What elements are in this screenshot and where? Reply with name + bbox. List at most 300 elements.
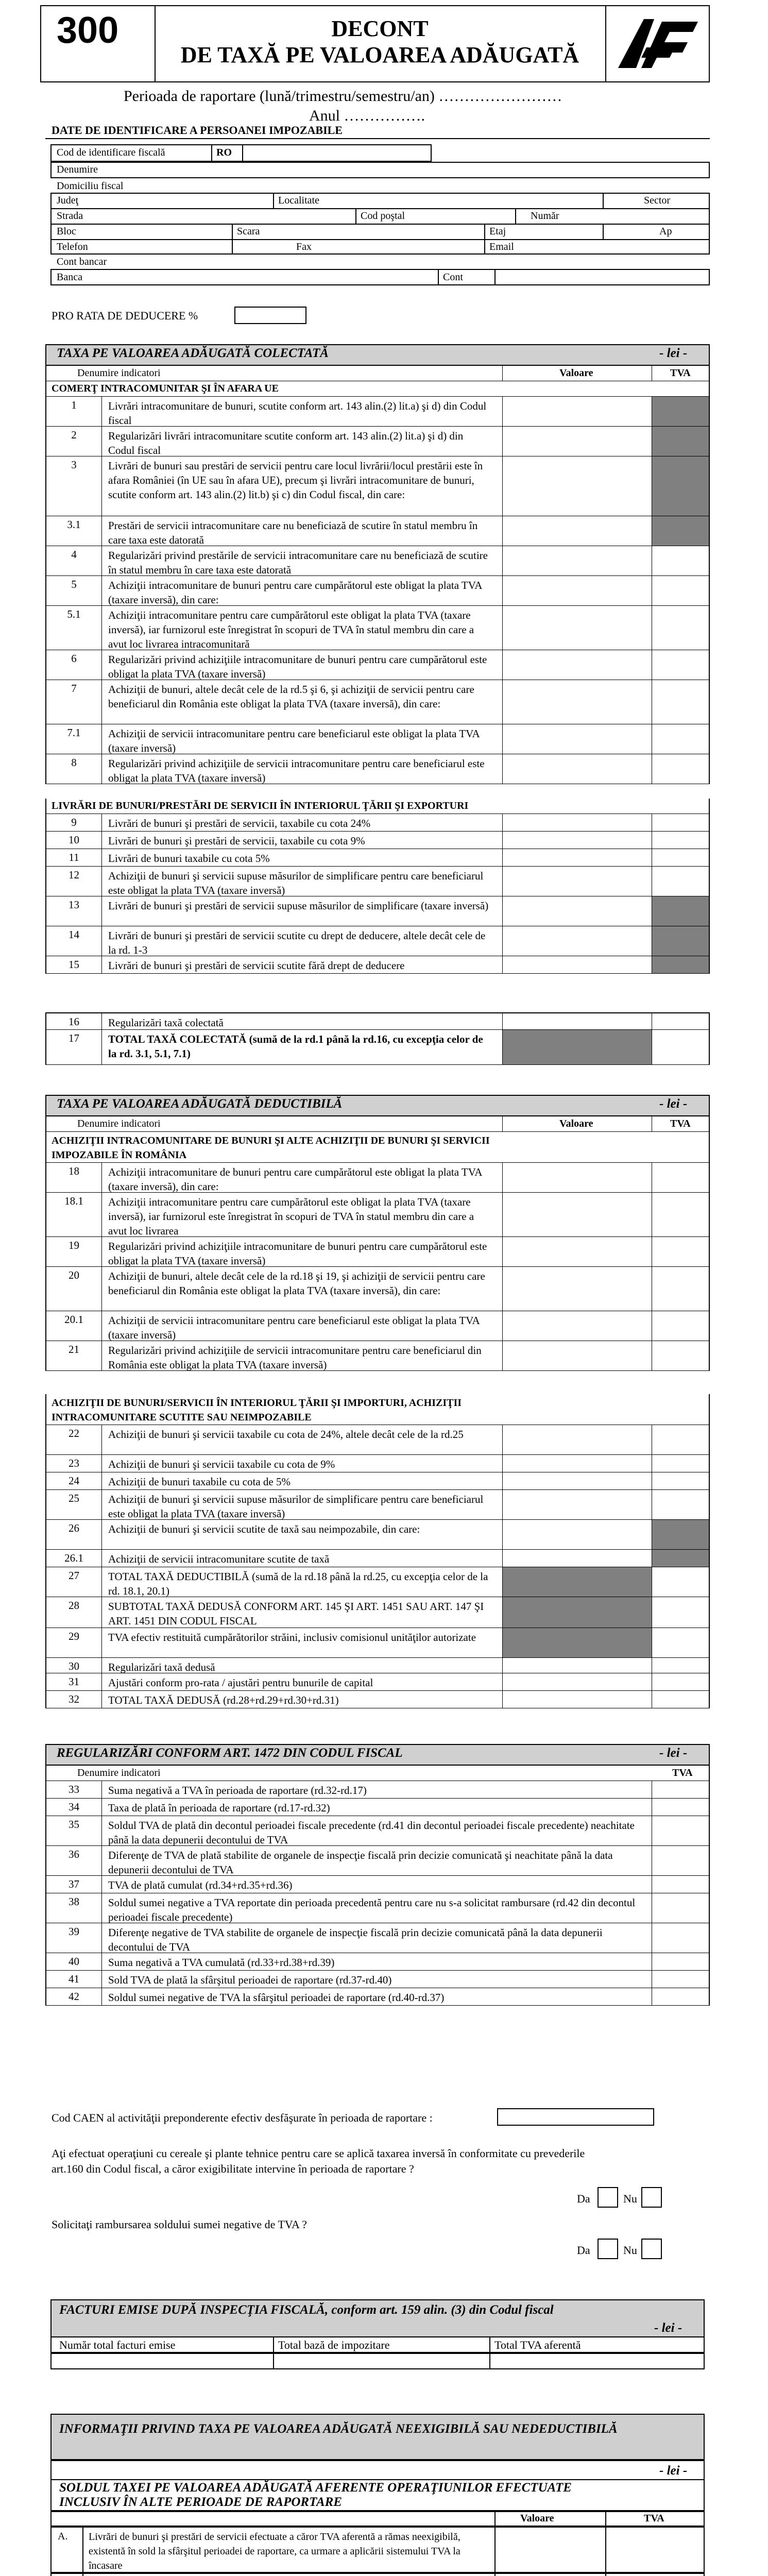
- row-text: Achiziţii intracomunitare pentru care cumpărătorul este obligat la plata TVA (taxare inversă), iar furnizorul este înregistrat în scopuri de TVA în statul membru din care a avut loc livrarea: [108, 1196, 474, 1237]
- row-number: 32: [46, 1691, 102, 1708]
- street-label: Strada: [57, 210, 83, 222]
- rambursare-no-checkbox[interactable]: [641, 2239, 662, 2259]
- row-value-field[interactable]: [502, 956, 652, 973]
- row-text: Achiziţii de servicii intracomunitare pentru care beneficiarul este obligat la plata TVA (taxare inversă): [108, 727, 480, 754]
- row-text: Achiziţii de bunuri şi servicii supuse măsurilor de simplificare pentru care beneficiarul este obligat la plata TVA (taxare inversă): [108, 1493, 484, 1520]
- row-tva-field: [652, 896, 709, 926]
- row-number: 27: [46, 1567, 102, 1597]
- row-number: 15: [46, 956, 102, 973]
- row-value-field[interactable]: [502, 849, 652, 866]
- row-value-field[interactable]: [502, 867, 652, 896]
- row-value-field[interactable]: [502, 680, 652, 724]
- row-tva-field[interactable]: [652, 606, 709, 650]
- row-value-field[interactable]: [502, 1472, 652, 1489]
- row-number: 5: [46, 576, 102, 605]
- row-tva-field[interactable]: [652, 1455, 709, 1472]
- row-text: Achiziţii de bunuri taxabile cu cota de 5%: [108, 1476, 291, 1488]
- col-tva: TVA: [670, 367, 691, 379]
- form-number: 300: [57, 10, 119, 51]
- row-number: 37: [46, 1876, 102, 1893]
- info-subtitle: SOLDUL TAXEI PE VALOAREA ADĂUGATĂ AFERENTE OPERAŢIUNILOR EFECTUATE INCLUSIV ÎN ALTE PERIOADE DE RAPORTARE: [59, 2481, 572, 2509]
- table-row: [45, 956, 710, 974]
- anaf-logo: [613, 11, 703, 78]
- row-tva-field[interactable]: [652, 1658, 709, 1673]
- row-tva-field[interactable]: [652, 1193, 709, 1236]
- row-number: 18: [46, 1163, 102, 1192]
- locality-label: Localitate: [278, 195, 319, 206]
- row-text: Achiziţii de bunuri şi servicii supuse măsurilor de simplificare pentru care beneficiarul este obligat la plata TVA (taxare inversă): [108, 870, 484, 896]
- row-number: 36: [46, 1846, 102, 1875]
- info-col-value: Valoare: [520, 2513, 554, 2524]
- row-text: TOTAL TAXĂ COLECTATĂ (sumă de la rd.1 până la rd.16, cu excepţia celor de la rd. 3.1, 5.1, 7.1): [108, 1033, 483, 1060]
- row-tva-field[interactable]: [652, 1781, 709, 1798]
- row-tva-field[interactable]: [652, 1013, 709, 1029]
- apartment-label: Ap: [659, 226, 672, 237]
- table-row: [45, 1490, 710, 1520]
- row-tva-field[interactable]: [652, 1953, 709, 1970]
- row-text: Achiziţii de bunuri şi servicii scutite de taxă sau neimpozabile, din care:: [108, 1523, 420, 1535]
- table-row: [45, 427, 710, 456]
- collected-title: TAXA PE VALOAREA ADĂUGATĂ COLECTATĂ: [57, 346, 329, 360]
- block-label: Bloc: [57, 226, 76, 237]
- row-number: 21: [46, 1341, 102, 1370]
- table-row: [45, 1923, 710, 1953]
- row-number: 33: [46, 1781, 102, 1798]
- row-tva-field: [652, 397, 709, 426]
- table-row: [45, 1597, 710, 1628]
- row-tva-field[interactable]: [652, 1876, 709, 1893]
- row-value-field: [502, 1628, 652, 1657]
- row-text: Achiziţii intracomunitare de bunuri pentru care cumpărătorul este obligat la plata TVA (taxare inversă), din care:: [108, 1166, 482, 1193]
- col-indicators: Denumire indicatori: [77, 1118, 161, 1129]
- row-number: 3: [46, 456, 102, 516]
- table-row: [50, 2527, 705, 2573]
- row-text: Achiziţii de bunuri, altele decât cele de la rd.18 şi 19, şi achiziţii de servicii pentru care beneficiarul din România este obligat la plata TVA (taxare inversă), din care:: [108, 1270, 485, 1297]
- table-row: [45, 1267, 710, 1311]
- row-text: Prestări de servicii intracomunitare care nu beneficiază de scutire în statul membru în care taxa este datorată: [108, 519, 478, 546]
- row-text: Diferenţe negative de TVA stabilite de organele de inspecţie fiscală prin decizie comunicată până la data depunerii decontului de TVA: [108, 1926, 603, 1953]
- row-tva-field[interactable]: [652, 1988, 709, 2005]
- row-tva-field: [652, 1550, 709, 1567]
- table-row: [45, 1781, 710, 1799]
- row-text: Livrări intracomunitare de bunuri, scutite conform art. 143 alin.(2) lit.a) şi d) din Codul fiscal: [108, 400, 487, 427]
- row-number: 5.1: [46, 606, 102, 650]
- row-value-field[interactable]: [496, 2574, 605, 2576]
- row-value-field[interactable]: [496, 2528, 605, 2572]
- row-value-field[interactable]: [502, 926, 652, 956]
- row-number: 11: [46, 849, 102, 866]
- row-tva-field[interactable]: [652, 1846, 709, 1875]
- name-field[interactable]: [50, 162, 710, 178]
- row-number: 28: [46, 1597, 102, 1628]
- regularizari-currency: - lei -: [659, 1746, 688, 1760]
- email-label: Email: [489, 241, 514, 252]
- rambursare-yes-checkbox[interactable]: [598, 2239, 618, 2259]
- caen-question: Cod CAEN al activităţii preponderente efectiv desfăşurate în perioada de raportare :: [52, 2111, 433, 2124]
- table-row: [45, 926, 710, 956]
- row-number: 29: [46, 1628, 102, 1657]
- row-value-field[interactable]: [502, 1673, 652, 1690]
- row-text: Regularizări taxă colectată: [108, 1016, 224, 1029]
- row-tva-field[interactable]: [652, 724, 709, 754]
- row-value-field[interactable]: [502, 1658, 652, 1673]
- deductible-currency: - lei -: [659, 1097, 688, 1111]
- row-text: Taxa de plată în perioada de raportare (rd.17-rd.32): [108, 1802, 330, 1814]
- row-text: TVA de plată cumulat (rd.34+rd.35+rd.36): [108, 1879, 293, 1891]
- invoices-col-base: Total bază de impozitare: [278, 2338, 390, 2351]
- row-value-field[interactable]: [502, 576, 652, 605]
- row-value-field[interactable]: [502, 724, 652, 754]
- row-text: Sold TVA de plată la sfârşitul perioadei de raportare (rd.37-rd.40): [108, 1974, 392, 1986]
- row-tva-field[interactable]: [652, 754, 709, 784]
- table-row: [45, 1425, 710, 1455]
- row-tva-field[interactable]: [652, 650, 709, 680]
- row-value-field[interactable]: [502, 1691, 652, 1708]
- table-row: [45, 1628, 710, 1658]
- row-tva-field[interactable]: [652, 1567, 709, 1597]
- collected-currency: - lei -: [659, 346, 688, 360]
- table-row: [45, 1673, 710, 1691]
- table-row: [45, 1030, 710, 1065]
- table-row: [45, 606, 710, 650]
- table-row: [45, 516, 710, 546]
- row-value-field[interactable]: [502, 1490, 652, 1519]
- deductible-title: TAXA PE VALOAREA ADĂUGATĂ DEDUCTIBILĂ: [57, 1097, 343, 1111]
- row-text: Soldul sumei negative a TVA reportate din perioada precedentă pentru care nu s-a solicitat rambursare (rd.42 din decontul perioadei fiscale precedente): [108, 1896, 636, 1923]
- row-tva-field[interactable]: [652, 1490, 709, 1519]
- row-text: Suma negativă a TVA cumulată (rd.33+rd.38+rd.39): [108, 1956, 335, 1969]
- table-row: [45, 1341, 710, 1371]
- invoices-currency: - lei -: [654, 2321, 682, 2335]
- row-text: Livrări de bunuri şi prestări de servicii efectuate a căror TVA aferentă a rămas neexigibilă, existentă în sold la sfârşitul perioadei de raportare, ca urmare a aplicării sistemului TVA la încasare: [89, 2531, 460, 2571]
- row-text: Ajustări conform pro-rata / ajustări pentru bunurile de capital: [108, 1676, 373, 1689]
- collected-subhead-1: [45, 381, 710, 397]
- table-row: [45, 1163, 710, 1193]
- period-label: Perioada de raportare (lună/trimestru/semestru/an) ……………………: [124, 88, 562, 105]
- row-tva-field[interactable]: [652, 1237, 709, 1266]
- row-tva-field[interactable]: [652, 1163, 709, 1192]
- row-text: Diferenţe de TVA de plată stabilite de organele de inspecţie fiscală prin decizie comunicată şi neachitate până la data depunerii decontului de TVA: [108, 1849, 613, 1876]
- table-row: [45, 1691, 710, 1708]
- row-tva-field[interactable]: [652, 1816, 709, 1845]
- row-number: 26.1: [46, 1550, 102, 1567]
- table-row: [45, 1658, 710, 1673]
- row-number: 10: [46, 832, 102, 849]
- row-tva-field[interactable]: [652, 1472, 709, 1489]
- row-value-field[interactable]: [502, 1520, 652, 1549]
- row-value-field[interactable]: [502, 1550, 652, 1567]
- row-number: 12: [46, 867, 102, 896]
- row-value-field: [502, 1567, 652, 1597]
- cereale-no-label: Nu: [623, 2192, 637, 2205]
- row-tva-field[interactable]: [606, 2574, 704, 2576]
- row-number: 25: [46, 1490, 102, 1519]
- table-row: [45, 1550, 710, 1567]
- row-text: Achiziţii de bunuri şi servicii taxabile cu cota de 9%: [108, 1458, 335, 1470]
- row-value-field[interactable]: [502, 516, 652, 546]
- row-tva-field[interactable]: [652, 546, 709, 575]
- row-number: 40: [46, 1953, 102, 1970]
- form-title-line2: DE TAXĂ PE VALOAREA ADĂUGATĂ: [180, 42, 579, 67]
- name-label: Denumire: [57, 164, 98, 175]
- rambursare-question: Solicitaţi rambursarea soldului sumei negative de TVA ?: [52, 2218, 307, 2231]
- invoices-title: FACTURI EMISE DUPĂ INSPECŢIA FISCALĂ, conform art. 159 alin. (3) din Codul fiscal: [59, 2303, 554, 2317]
- row-number: 4: [46, 546, 102, 575]
- row-number: 7.1: [46, 724, 102, 754]
- row-value-field[interactable]: [502, 814, 652, 831]
- row-text: Livrări de bunuri şi prestări de servicii supuse măsurilor de simplificare (taxare inversă): [108, 900, 489, 912]
- caen-input[interactable]: [497, 2108, 654, 2126]
- row-value-field[interactable]: [502, 546, 652, 575]
- table-row: [45, 1971, 710, 1988]
- postal-code-label: Cod poştal: [361, 210, 405, 222]
- row-number: 20.1: [46, 1311, 102, 1341]
- table-row: [45, 1311, 710, 1341]
- row-tva-field[interactable]: [652, 1030, 709, 1064]
- row-value-field[interactable]: [502, 1193, 652, 1236]
- table-row: [45, 456, 710, 516]
- info-currency-row: [50, 2460, 705, 2481]
- table-row: [45, 1567, 710, 1597]
- row-number: 18.1: [46, 1193, 102, 1236]
- row-text: Livrări de bunuri şi prestări de servicii, taxabile cu cota 24%: [108, 817, 371, 829]
- row-text: Achiziţii intracomunitare pentru care cumpărătorul este obligat la plata TVA (taxare inversă), iar furnizorul este înregistrat în scopuri de TVA în statul membru din care a avut loc livrarea intracomunitară: [108, 609, 474, 650]
- row-text: Regularizări privind achiziţiile de servicii intracomunitare pentru care beneficiarul este obligat la plata TVA (taxare inversă): [108, 757, 485, 784]
- bank-row[interactable]: [50, 269, 710, 285]
- rambursare-yes-label: Da: [577, 2244, 590, 2257]
- row-value-field[interactable]: [502, 1237, 652, 1266]
- year-label: Anul …………….: [309, 107, 425, 124]
- row-number: 20: [46, 1267, 102, 1311]
- row-number: 8: [46, 754, 102, 784]
- table-row: [45, 1846, 710, 1876]
- row-text: Achiziţii de servicii intracomunitare pentru care beneficiarul este obligat la plata TVA (taxare inversă): [108, 1314, 480, 1341]
- row-number: 16: [46, 1013, 102, 1029]
- table-row: [45, 576, 710, 606]
- deductible-subhead-1: [45, 1132, 710, 1163]
- cereale-yes-checkbox[interactable]: [598, 2187, 618, 2208]
- collected-col-header: [45, 366, 710, 381]
- row-text: Regularizări privind prestările de servicii intracomunitare care nu beneficiază de scutire în statul membru în care taxa este datorată: [108, 549, 488, 576]
- table-row: [45, 1520, 710, 1550]
- table-row: [45, 849, 710, 867]
- row-number: 1: [46, 397, 102, 426]
- sector-label: Sector: [644, 195, 671, 206]
- row-text: Livrări de bunuri şi prestări de servicii scutite fără drept de deducere: [108, 959, 405, 972]
- row-text: SUBTOTAL TAXĂ DEDUSĂ CONFORM ART. 145 ŞI ART. 1451 SAU ART. 147 ŞI ART. 1451 DIN CODUL FISCAL: [108, 1600, 484, 1627]
- regularizari-col-header: [45, 1766, 710, 1781]
- row-tva-field: [652, 956, 709, 973]
- row-tva-field[interactable]: [652, 832, 709, 849]
- row-tva-field: [652, 926, 709, 956]
- table-row: [45, 1012, 710, 1030]
- row-text: TOTAL TAXĂ DEDUCTIBILĂ (sumă de la rd.18 până la rd.25, cu excepţia celor de la rd. 18.1, 20.1): [108, 1570, 488, 1597]
- col-indicators: Denumire indicatori: [77, 1767, 161, 1778]
- row-text: TVA efectiv restituită cumpărătorilor străini, inclusiv comisionul unităţilor autorizate: [108, 1631, 476, 1643]
- row-number: 31: [46, 1673, 102, 1690]
- taxpayer-section-title: DATE DE IDENTIFICARE A PERSOANEI IMPOZABILE: [52, 124, 343, 137]
- row-tva-field[interactable]: [652, 680, 709, 724]
- table-row: [50, 2573, 705, 2576]
- cereale-no-checkbox[interactable]: [641, 2187, 662, 2208]
- row-text: Livrări de bunuri taxabile cu cota 5%: [108, 852, 270, 865]
- row-tva-field[interactable]: [652, 576, 709, 605]
- phone-label: Telefon: [57, 241, 88, 252]
- table-row: [45, 1893, 710, 1923]
- row-tva-field: [652, 427, 709, 456]
- table-row: [45, 754, 710, 784]
- table-row: [45, 650, 710, 680]
- row-tva-field[interactable]: [652, 849, 709, 866]
- row-value-field[interactable]: [502, 650, 652, 680]
- table-row: [45, 546, 710, 576]
- row-tva-field[interactable]: [652, 1691, 709, 1708]
- row-value-field[interactable]: [502, 397, 652, 426]
- county-label: Judeţ: [57, 195, 79, 206]
- invoices-value-row[interactable]: [50, 2353, 705, 2369]
- row-tva-field: [652, 516, 709, 546]
- row-text: Achiziţii intracomunitare de bunuri pentru care cumpărătorul este obligat la plata TVA (taxare inversă), din care:: [108, 579, 482, 606]
- row-tva-field[interactable]: [652, 1971, 709, 1988]
- row-tva-field[interactable]: [652, 1923, 709, 1953]
- ro-label: RO: [216, 147, 232, 158]
- row-text: Achiziţii de bunuri şi servicii taxabile cu cota de 24%, altele decât cele de la rd.25: [108, 1428, 464, 1440]
- row-number: 24: [46, 1472, 102, 1489]
- row-value-field[interactable]: [502, 1267, 652, 1311]
- row-number: 41: [46, 1971, 102, 1988]
- row-tva-field[interactable]: [606, 2528, 704, 2572]
- row-value-field: [502, 1597, 652, 1628]
- row-text: Regularizări privind achiziţiile intracomunitare de bunuri pentru care cumpărătorul este obligat la plata TVA (taxare inversă): [108, 653, 487, 680]
- row-text: Regularizări livrări intracomunitare scutite conform art. 143 alin.(2) lit.a) şi d) din Codul fiscal: [108, 430, 464, 456]
- table-row: [45, 1988, 710, 2006]
- info-col-row: [50, 2511, 705, 2527]
- subhead-domestic: LIVRĂRI DE BUNURI/PRESTĂRI DE SERVICII ÎN INTERIORUL ŢĂRII ŞI EXPORTURI: [52, 800, 469, 811]
- table-row: [45, 896, 710, 926]
- row-text: Regularizări privind achiziţiile intracomunitare de bunuri pentru care cumpărătorul este obligat la plata TVA (taxare inversă): [108, 1240, 487, 1267]
- row-value-field[interactable]: [502, 1013, 652, 1029]
- row-value-field[interactable]: [502, 1425, 652, 1454]
- row-number: 9: [46, 814, 102, 831]
- table-row: [45, 397, 710, 427]
- row-tva-field[interactable]: [652, 1799, 709, 1816]
- row-number: 38: [46, 1893, 102, 1923]
- table-row: [45, 724, 710, 754]
- row-tva-field[interactable]: [652, 1267, 709, 1311]
- rambursare-no-label: Nu: [623, 2244, 637, 2257]
- row-number: 17: [46, 1030, 102, 1064]
- table-row: [45, 832, 710, 849]
- row-number: 2: [46, 427, 102, 456]
- row-number: 42: [46, 1988, 102, 2005]
- row-number: A.: [58, 2531, 68, 2542]
- table-row: [45, 814, 710, 832]
- account-label: Cont: [443, 272, 463, 283]
- row-number: 19: [46, 1237, 102, 1266]
- row-text: Livrări de bunuri sau prestări de servicii pentru care locul livrării/locul prestării este în afara României (în UE sau în afara UE), precum şi livrări intracomunitare de bunuri, scutite conform art. 143 alin.(2) lit.b) şi c) din Codul fiscal, din care:: [108, 460, 483, 501]
- invoices-col-count: Număr total facturi emise: [59, 2338, 176, 2351]
- row-number: 7: [46, 680, 102, 724]
- row-tva-field[interactable]: [652, 1893, 709, 1923]
- info-col-tva: TVA: [644, 2513, 664, 2524]
- row-text: Achiziţii de servicii intracomunitare scutite de taxă: [108, 1553, 330, 1565]
- table-row: [45, 1472, 710, 1490]
- table-row: [45, 1816, 710, 1846]
- row-value-field: [502, 1030, 652, 1064]
- row-value-field[interactable]: [502, 1455, 652, 1472]
- pro-rata-label: PRO RATA DE DEDUCERE %: [52, 309, 198, 322]
- row-tva-field[interactable]: [652, 814, 709, 831]
- table-row: [45, 1455, 710, 1472]
- row-value-field[interactable]: [502, 427, 652, 456]
- row-tva-field: [652, 456, 709, 516]
- row-value-field[interactable]: [502, 1163, 652, 1192]
- domicile-label: Domiciliu fiscal: [57, 180, 124, 192]
- row-value-field[interactable]: [502, 1311, 652, 1341]
- invoices-col-vat: Total TVA aferentă: [494, 2338, 581, 2351]
- row-value-field[interactable]: [502, 456, 652, 516]
- col-value: Valoare: [559, 367, 593, 379]
- row-text: Regularizări taxă dedusă: [108, 1661, 215, 1673]
- row-text: Livrări de bunuri şi prestări de servicii scutite cu drept de deducere, altele decât cele de la rd. 1-3: [108, 929, 486, 956]
- row-tva-field[interactable]: [652, 1425, 709, 1454]
- row-value-field[interactable]: [502, 896, 652, 926]
- table-row: [45, 1799, 710, 1816]
- subhead-intracom: ACHIZIŢII INTRACOMUNITARE DE BUNURI ŞI ALTE ACHIZIŢII DE BUNURI ŞI SERVICII IMPOZABILE ÎN ROMÂNIA: [52, 1135, 490, 1161]
- col-indicators: Denumire indicatori: [77, 367, 161, 379]
- row-tva-field[interactable]: [652, 1341, 709, 1370]
- row-number: 34: [46, 1799, 102, 1816]
- row-value-field[interactable]: [502, 832, 652, 849]
- table-row: [45, 1876, 710, 1893]
- row-tva-field[interactable]: [652, 1673, 709, 1690]
- form-title-line1: DECONT: [331, 16, 429, 41]
- row-number: 3.1: [46, 516, 102, 546]
- table-row: [45, 1237, 710, 1267]
- row-value-field[interactable]: [502, 754, 652, 784]
- bank-account-label: Cont bancar: [57, 256, 107, 267]
- row-text: Suma negativă a TVA în perioada de raportare (rd.32-rd.17): [108, 1784, 367, 1797]
- row-number: 23: [46, 1455, 102, 1472]
- pro-rata-field[interactable]: [234, 307, 306, 324]
- row-number: 6: [46, 650, 102, 680]
- row-tva-field[interactable]: [652, 1311, 709, 1341]
- col-tva: TVA: [672, 1767, 693, 1778]
- table-row: [45, 1193, 710, 1237]
- deductible-subhead-2: [45, 1394, 710, 1425]
- fax-label: Fax: [296, 241, 312, 252]
- row-number: 39: [46, 1923, 102, 1953]
- row-value-field[interactable]: [502, 606, 652, 650]
- row-tva-field: [652, 1520, 709, 1549]
- row-tva-field[interactable]: [652, 867, 709, 896]
- cereale-yes-label: Da: [577, 2192, 590, 2205]
- row-tva-field[interactable]: [652, 1628, 709, 1657]
- row-number: 14: [46, 926, 102, 956]
- cif-label: Cod de identificare fiscală: [57, 147, 165, 158]
- subhead-intracom: COMERŢ INTRACOMUNITAR ŞI ÎN AFARA UE: [52, 383, 279, 394]
- row-number: 13: [46, 896, 102, 926]
- info-section-header: [50, 2414, 705, 2460]
- row-text: Achiziţii de bunuri, altele decât cele de la rd.5 şi 6, şi achiziţii de servicii pentru care beneficiarul din România este obligat la plata TVA (taxare inversă), din care:: [108, 683, 474, 710]
- subhead-domestic: ACHIZIŢII DE BUNURI/SERVICII ÎN INTERIORUL ŢĂRII ŞI IMPORTURI, ACHIZIŢII INTRACOMUNITARE SCUTITE SAU NEIMPOZABILE: [52, 1397, 462, 1423]
- row-number: 35: [46, 1816, 102, 1845]
- row-tva-field[interactable]: [652, 1597, 709, 1628]
- row-value-field[interactable]: [502, 1341, 652, 1370]
- deductible-col-header: [45, 1116, 710, 1132]
- row-text: TOTAL TAXĂ DEDUSĂ (rd.28+rd.29+rd.30+rd.31): [108, 1694, 339, 1706]
- floor-label: Etaj: [489, 226, 506, 237]
